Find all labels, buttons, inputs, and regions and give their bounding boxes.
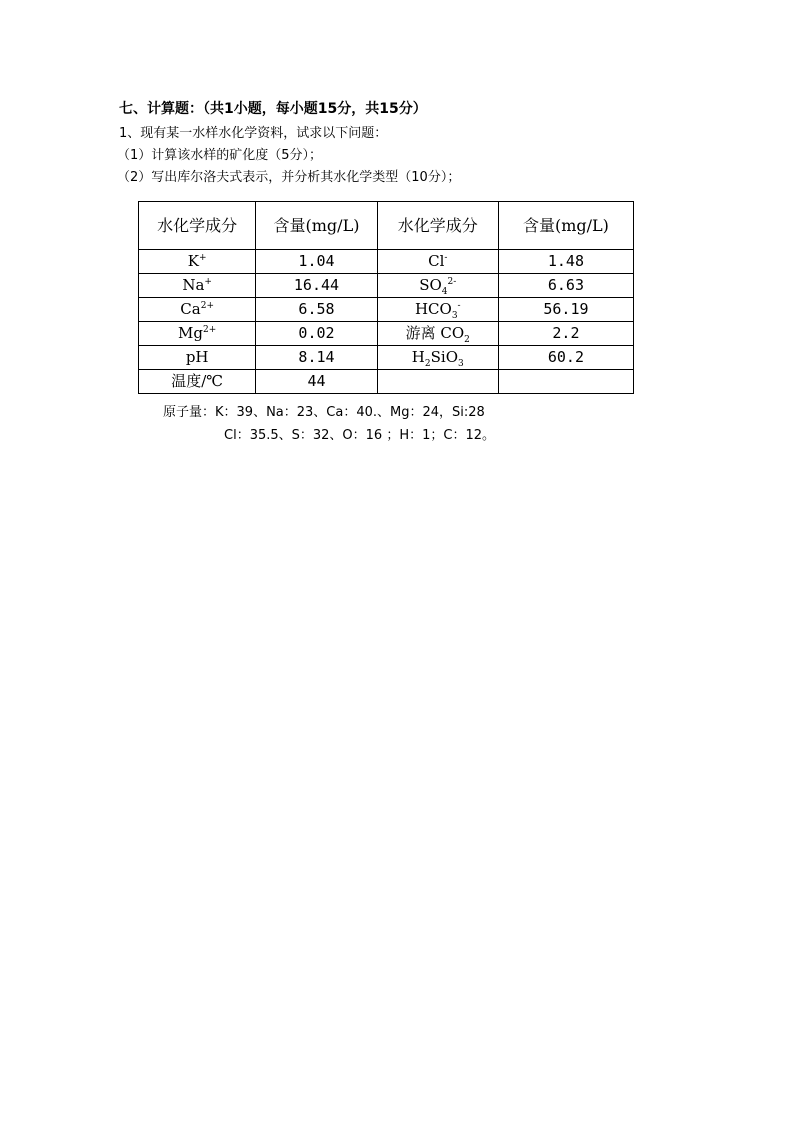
content-cell: 6.58 <box>256 298 377 322</box>
content-cell: 2.2 <box>498 322 633 346</box>
table-row <box>139 346 634 370</box>
component-cell: $Ca^{2+}$ <box>139 298 256 322</box>
component-cell: $Mg^{2+}$ <box>139 322 256 346</box>
component-cell: Cl- <box>377 250 498 274</box>
table-header-row <box>139 202 634 250</box>
component-cell: K+ <box>139 250 256 274</box>
sub-question-2: （2）写出库尔洛夫式表示，并分析其水化学类型（10分）； <box>117 170 461 185</box>
atomic-mass-note-1: 原子量：K：39、Na：23、Ca：40.、Mg：24，Si:28 <box>163 405 485 420</box>
content-cell: 44 <box>256 370 377 394</box>
table-row <box>139 250 634 274</box>
component-cell: Na+ <box>139 274 256 298</box>
component-cell: pH <box>139 346 256 370</box>
table-row <box>139 298 634 322</box>
content-cell: 16.44 <box>256 274 377 298</box>
water-chemistry-table <box>138 201 634 394</box>
question-text: 1、现有某一水样水化学资料，试求以下问题： <box>119 126 388 141</box>
header-component-1: 水化学成分 <box>139 202 256 250</box>
content-cell: 8.14 <box>256 346 377 370</box>
section-heading: 七、计算题：（共1小题，每小题15分，共15分） <box>119 101 427 117</box>
content-cell: 1.04 <box>256 250 377 274</box>
component-cell: 温度/℃ <box>139 370 256 394</box>
content-cell: 56.19 <box>498 298 633 322</box>
component-cell: 游离 $CO_2$ <box>377 322 498 346</box>
content-cell: 6.63 <box>498 274 633 298</box>
sub-question-1: （1）计算该水样的矿化度（5分）； <box>117 148 323 163</box>
component-cell: $H_2SiO_3$ <box>377 346 498 370</box>
atomic-mass-note-2: Cl：35.5、S：32、O：16 ；H：1；C：12。 <box>224 428 496 443</box>
header-component-2: 水化学成分 <box>377 202 498 250</box>
content-cell: 0.02 <box>256 322 377 346</box>
content-cell: 60.2 <box>498 346 633 370</box>
component-cell: $HCO_3^-$ <box>377 298 498 322</box>
empty-cell <box>377 370 498 394</box>
header-content-2: 含量(mg/L) <box>498 202 633 250</box>
table-row <box>139 370 634 394</box>
empty-cell <box>498 370 633 394</box>
header-content-1: 含量(mg/L) <box>256 202 377 250</box>
table-row <box>139 274 634 298</box>
table-row <box>139 322 634 346</box>
component-cell: $SO_4^{2-}$ <box>377 274 498 298</box>
content-cell: 1.48 <box>498 250 633 274</box>
